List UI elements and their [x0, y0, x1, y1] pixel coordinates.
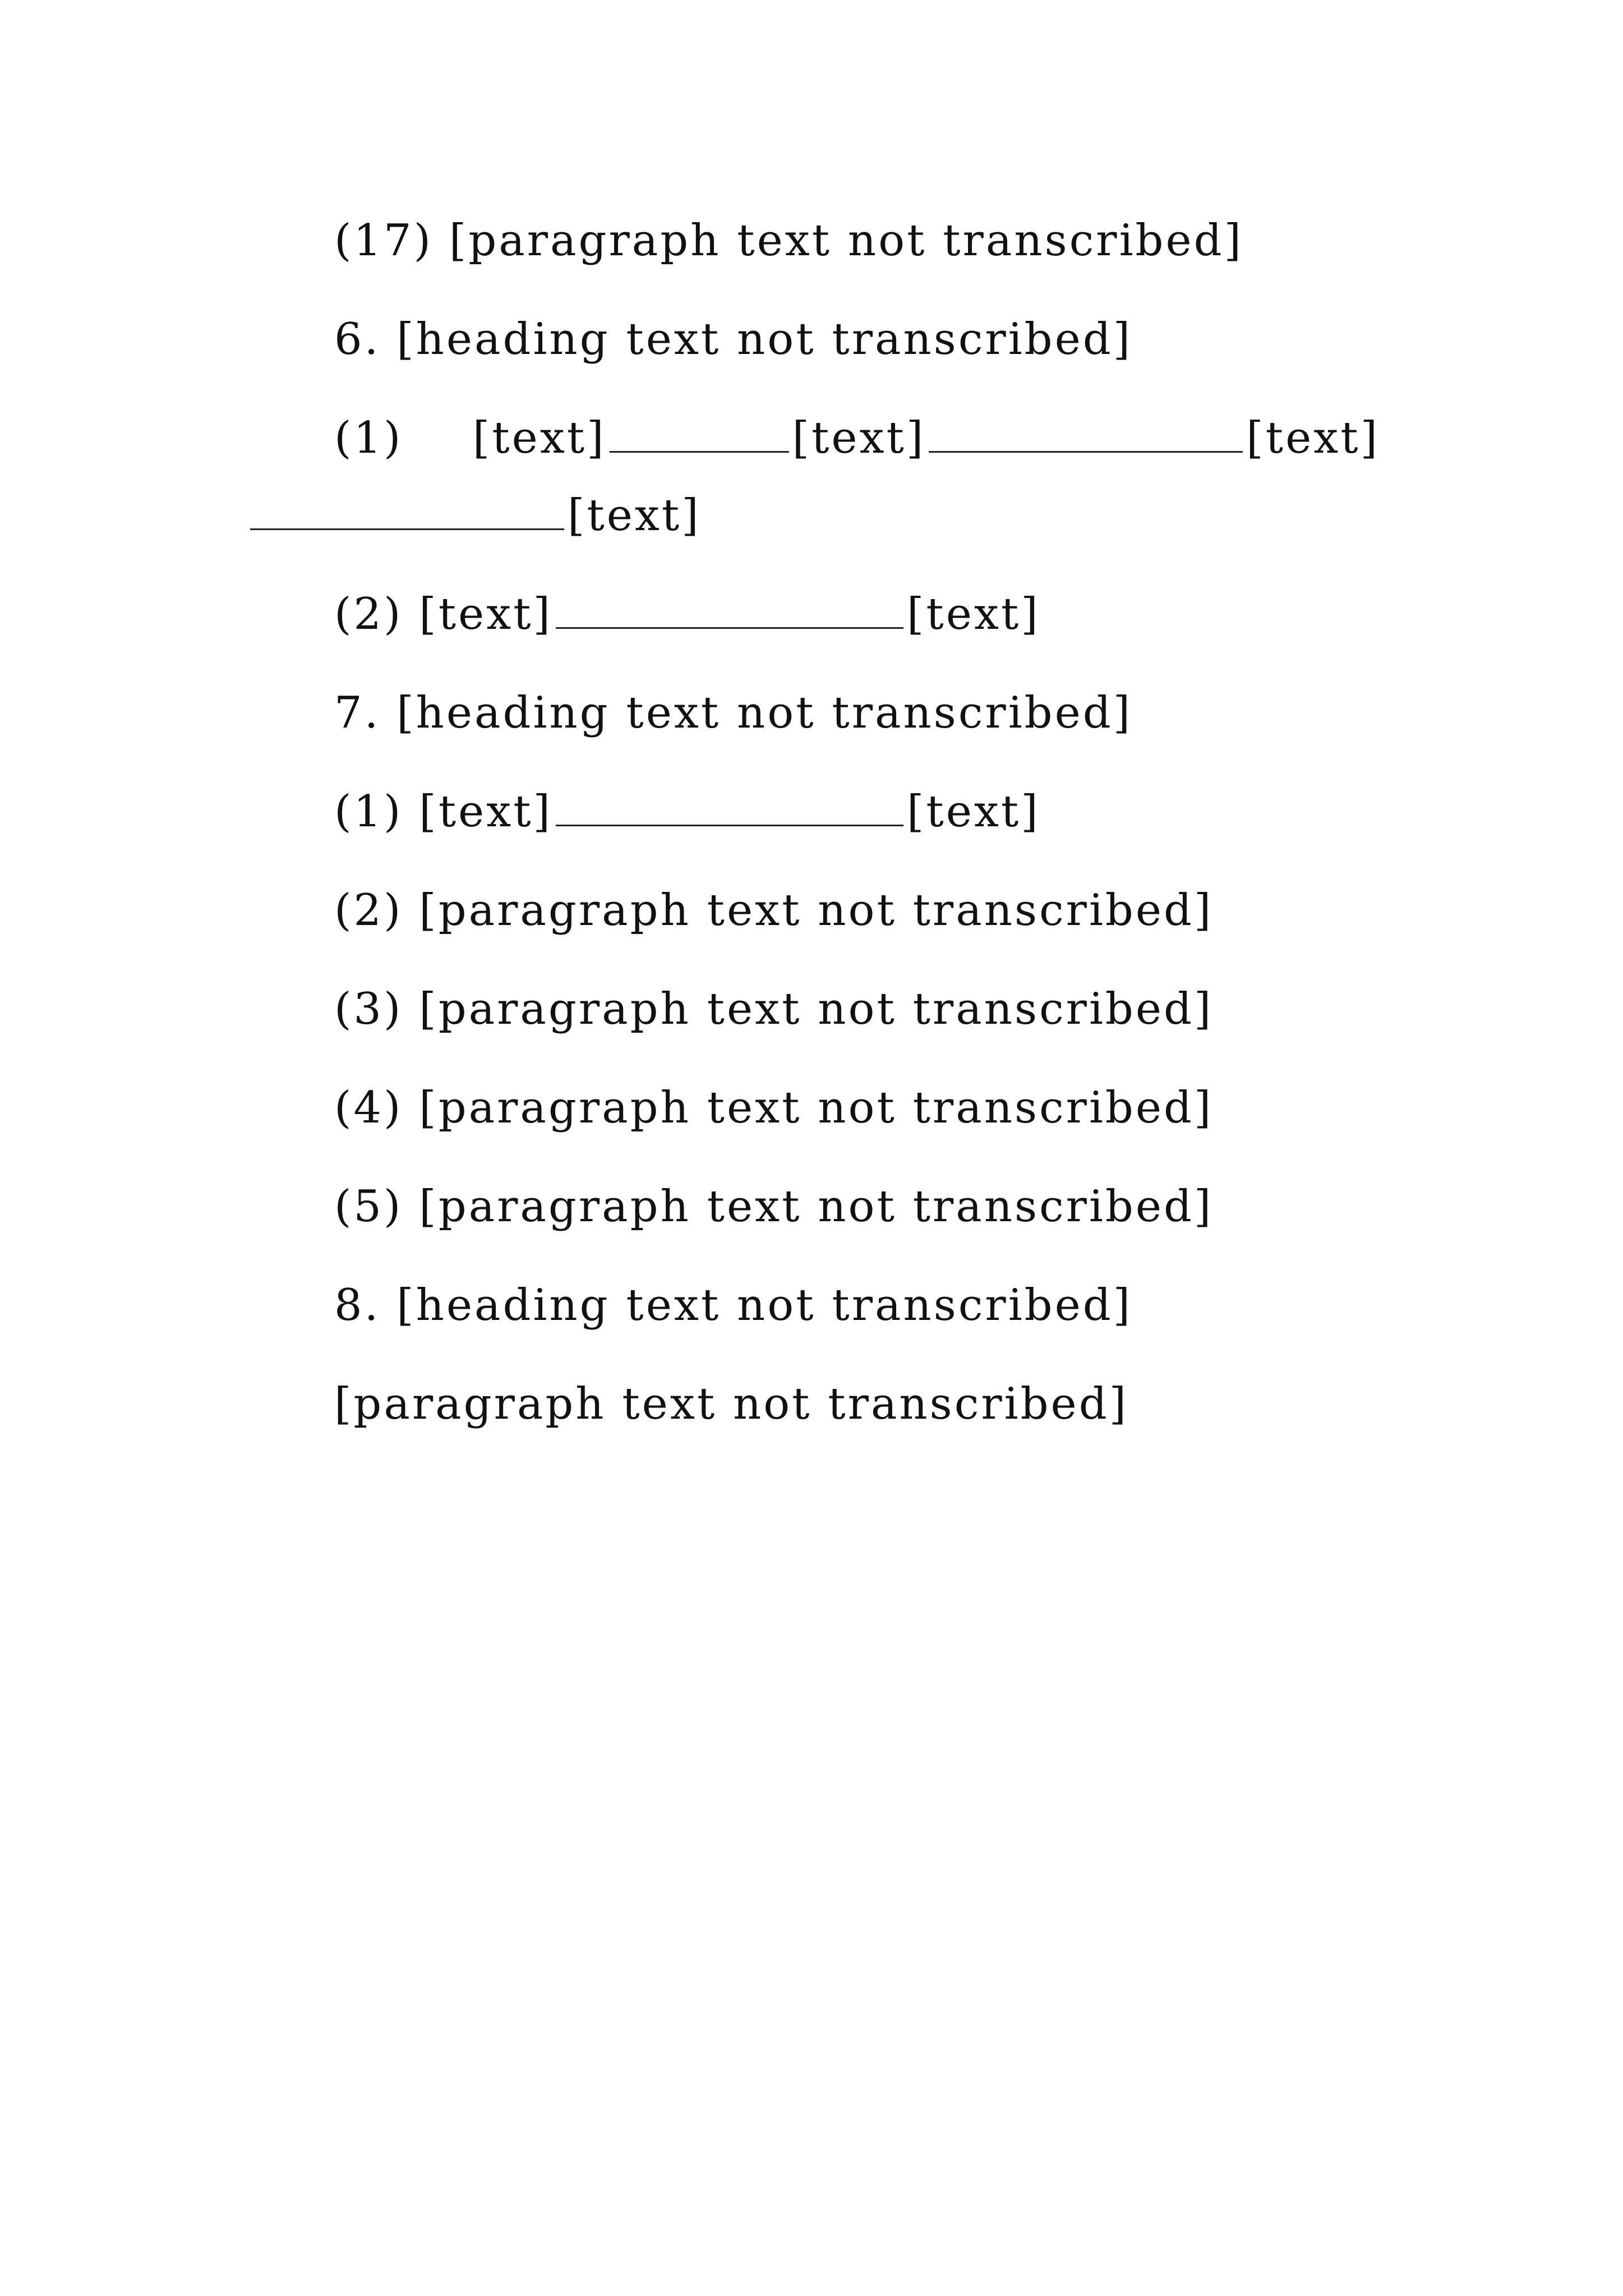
- fill-in-blank[interactable]: [556, 580, 903, 629]
- text-segment: [text]: [792, 413, 926, 463]
- text-segment: (2) [text]: [334, 589, 552, 639]
- fill-in-blank[interactable]: [556, 777, 903, 826]
- text-segment: (1) [text]: [334, 413, 606, 463]
- fill-in-blank[interactable]: [610, 404, 789, 453]
- text-segment: [text]: [906, 786, 1040, 837]
- paragraph-web-item-2: [247, 576, 1380, 653]
- paragraph-market-item-5: (5) [paragraph text not transcribed]: [334, 1181, 1214, 1232]
- paragraph-item-17: (17) [paragraph text not transcribed]: [334, 215, 1243, 266]
- text-segment: [text]: [568, 490, 701, 541]
- text-segment: (1) [text]: [334, 786, 552, 837]
- text-segment: [text]: [1246, 413, 1380, 463]
- paragraph-market-item-3: (3) [paragraph text not transcribed]: [334, 984, 1214, 1034]
- document-body: [247, 202, 1380, 1464]
- fill-in-blank[interactable]: [250, 481, 564, 530]
- paragraph-market-item-1: [247, 773, 1380, 850]
- section-heading-6: 6. [heading text not transcribed]: [334, 314, 1133, 365]
- section-heading-8: 8. [heading text not transcribed]: [334, 1280, 1133, 1331]
- paragraph-banner-intro: [paragraph text not transcribed]: [334, 1379, 1129, 1429]
- paragraph-market-item-2: (2) [paragraph text not transcribed]: [334, 885, 1214, 936]
- paragraph-web-item-1: [247, 399, 1380, 554]
- section-heading-7: 7. [heading text not transcribed]: [334, 688, 1133, 738]
- text-segment: [text]: [906, 589, 1040, 639]
- fill-in-blank[interactable]: [929, 404, 1243, 453]
- paragraph-market-item-4: (4) [paragraph text not transcribed]: [334, 1083, 1214, 1133]
